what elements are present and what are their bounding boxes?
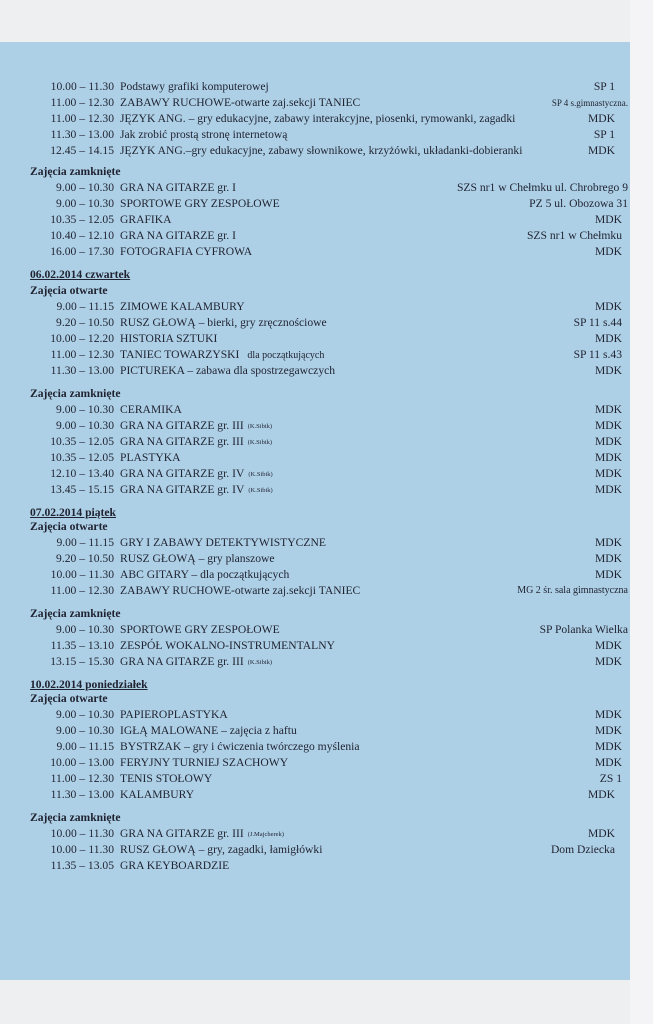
- section-heading: Zajęcia otwarte: [30, 284, 108, 297]
- row-location: MDK: [594, 213, 622, 226]
- row-time: 11.00 – 12.30: [50, 112, 114, 125]
- row-activity: [120, 434, 272, 451]
- section-heading: Zajęcia otwarte: [30, 692, 108, 705]
- row-activity: [120, 482, 273, 499]
- row-time: 9.00 – 10.30: [56, 403, 114, 416]
- schedule-row: [0, 842, 653, 858]
- row-activity: IGŁĄ MALOWANE – zajęcia z haftu: [120, 724, 297, 737]
- schedule-row: [0, 331, 653, 347]
- row-time: 10.35 – 12.05: [50, 435, 114, 448]
- row-location: MDK: [594, 403, 622, 416]
- schedule-row: [0, 143, 653, 159]
- schedule-row: [0, 707, 653, 723]
- activity-note: (K.Sibik): [247, 423, 273, 430]
- row-activity: PAPIEROPLASTYKA: [120, 708, 228, 721]
- row-activity: [120, 654, 272, 671]
- section-heading: Zajęcia zamknięte: [30, 165, 121, 178]
- row-activity: CERAMIKA: [120, 403, 182, 416]
- row-time: 11.35 – 13.05: [50, 859, 114, 872]
- activity-title: GRA NA GITARZE gr. III: [120, 655, 244, 668]
- row-time: 11.35 – 13.10: [50, 639, 114, 652]
- row-activity: [120, 418, 272, 435]
- activity-title: GRA NA GITARZE gr. III: [120, 419, 244, 432]
- schedule-row: [0, 363, 653, 379]
- row-time: 9.00 – 11.15: [56, 740, 114, 753]
- schedule-row: [0, 771, 653, 787]
- row-location: MDK: [594, 724, 622, 737]
- row-time: 9.20 – 10.50: [56, 316, 114, 329]
- row-activity: PICTUREKA – zabawa dla spostrzegawczych: [120, 364, 336, 377]
- section-heading: Zajęcia zamknięte: [30, 811, 121, 824]
- schedule-row: [0, 755, 653, 771]
- row-location: MDK: [594, 435, 622, 448]
- day-date: 06.02.2014 czwartek: [30, 268, 131, 281]
- row-location: MDK: [594, 332, 622, 345]
- schedule-row: [0, 826, 653, 842]
- row-activity: JĘZYK ANG. – gry edukacyjne, zabawy interakcyjne, piosenki, rymowanki, zagadki: [120, 112, 516, 125]
- row-location: PZ 5 ul. Obozowa 31: [529, 197, 628, 210]
- row-activity: GRA NA GITARZE gr. I: [120, 181, 236, 194]
- schedule-row: [0, 450, 653, 466]
- row-activity: GRA KEYBOARDZIE: [120, 859, 230, 872]
- schedule-row: [0, 583, 653, 599]
- schedule-row: [0, 434, 653, 450]
- row-time: 10.35 – 12.05: [50, 213, 114, 226]
- schedule-row: [0, 111, 653, 127]
- row-activity: KALAMBURY: [120, 788, 195, 801]
- row-time: 11.00 – 12.30: [50, 96, 114, 109]
- row-activity: FOTOGRAFIA CYFROWA: [120, 245, 253, 258]
- schedule-row: [0, 180, 653, 196]
- row-activity: RUSZ GŁOWĄ – gry planszowe: [120, 552, 275, 565]
- schedule-row: [0, 228, 653, 244]
- schedule-row: [0, 622, 653, 638]
- row-location: MDK: [594, 245, 622, 258]
- row-location: MDK: [594, 740, 622, 753]
- row-location: MDK: [594, 483, 622, 496]
- activity-note: dla początkujących: [247, 350, 325, 361]
- row-location: SP 1: [593, 128, 615, 141]
- row-time: 10.00 – 12.20: [50, 332, 114, 345]
- row-location: MDK: [594, 568, 622, 581]
- row-time: 11.30 – 13.00: [50, 128, 114, 141]
- row-location: MDK: [594, 756, 622, 769]
- row-activity: SPORTOWE GRY ZESPOŁOWE: [120, 623, 280, 636]
- row-time: 11.30 – 13.00: [50, 788, 114, 801]
- activity-title: GRA NA GITARZE gr. IV: [120, 483, 245, 496]
- row-activity: FERYJNY TURNIEJ SZACHOWY: [120, 756, 289, 769]
- schedule-row: [0, 347, 653, 363]
- row-time: 13.45 – 15.15: [50, 483, 114, 496]
- row-location: ZS 1: [599, 772, 622, 785]
- schedule-row: [0, 299, 653, 315]
- schedule-row: [0, 551, 653, 567]
- row-time: 10.00 – 11.30: [50, 80, 114, 93]
- schedule-row: [0, 315, 653, 331]
- row-time: 9.00 – 10.30: [56, 181, 114, 194]
- row-activity: ABC GITARY – dla początkujących: [120, 568, 290, 581]
- schedule-row: [0, 723, 653, 739]
- schedule-row: [0, 196, 653, 212]
- row-time: 10.00 – 11.30: [50, 568, 114, 581]
- row-time: 10.00 – 11.30: [50, 843, 114, 856]
- schedule-row: [0, 739, 653, 755]
- row-activity: RUSZ GŁOWĄ – gry, zagadki, łamigłówki: [120, 843, 323, 856]
- row-activity: [120, 299, 245, 315]
- row-time: 9.00 – 10.30: [56, 197, 114, 210]
- row-time: 9.00 – 10.30: [56, 724, 114, 737]
- row-location: MDK: [594, 536, 622, 549]
- row-activity: ZABAWY RUCHOWE-otwarte zaj.sekcji TANIEC: [120, 584, 361, 597]
- schedule-row: [0, 466, 653, 482]
- row-time: 9.00 – 11.15: [56, 536, 114, 549]
- row-location: SP 1: [593, 80, 615, 93]
- row-activity: BYSTRZAK – gry i ćwiczenia twórczego myślenia: [120, 740, 360, 753]
- activity-title: ZIMOWE KALAMBURY: [120, 300, 245, 313]
- row-location: MDK: [594, 364, 622, 377]
- row-activity: GRY I ZABAWY DETEKTYWISTYCZNE: [120, 536, 326, 549]
- row-activity: PLASTYKA: [120, 451, 181, 464]
- activity-note: (J.Majcherek): [247, 831, 284, 838]
- row-time: 9.00 – 10.30: [56, 708, 114, 721]
- schedule-row: [0, 482, 653, 498]
- schedule-row: [0, 638, 653, 654]
- row-activity: GRAFIKA: [120, 213, 172, 226]
- row-location: MDK: [594, 467, 622, 480]
- row-time: 16.00 – 17.30: [50, 245, 114, 258]
- row-activity: TENIS STOŁOWY: [120, 772, 213, 785]
- row-location: MDK: [594, 419, 622, 432]
- row-time: 10.35 – 12.05: [50, 451, 114, 464]
- row-location: SP 4 s.gimnastyczna.: [551, 98, 628, 108]
- schedule-row: [0, 127, 653, 143]
- row-activity: ZESPÓŁ WOKALNO-INSTRUMENTALNY: [120, 639, 335, 652]
- schedule-row: [0, 212, 653, 228]
- row-location: SZS nr1 w Chełmku: [526, 229, 622, 242]
- row-location: MDK: [594, 655, 622, 668]
- schedule-row: [0, 858, 653, 874]
- schedule-row: [0, 787, 653, 803]
- schedule-row: [0, 244, 653, 260]
- schedule-row: [0, 95, 653, 111]
- row-location: SP Polanka Wielka: [539, 623, 628, 636]
- row-activity: GRA NA GITARZE gr. I: [120, 229, 236, 242]
- schedule-row: [0, 79, 653, 95]
- row-location: MDK: [594, 708, 622, 721]
- activity-title: GRA NA GITARZE gr. III: [120, 435, 244, 448]
- row-time: 9.20 – 10.50: [56, 552, 114, 565]
- activity-title: GRA NA GITARZE gr. III: [120, 827, 244, 840]
- row-time: 11.00 – 12.30: [50, 772, 114, 785]
- row-time: 9.00 – 10.30: [56, 419, 114, 432]
- row-time: 13.15 – 15.30: [50, 655, 114, 668]
- schedule-row: [0, 567, 653, 583]
- row-location: Dom Dziecka: [550, 843, 615, 856]
- activity-title: TANIEC TOWARZYSKI: [120, 348, 240, 361]
- activity-note: (K.Sibik): [247, 659, 273, 666]
- row-activity: [120, 347, 324, 364]
- day-date: 10.02.2014 poniedziałek: [30, 678, 148, 691]
- row-location: MG 2 śr. sala gimnastyczna: [517, 585, 628, 596]
- row-time: 10.40 – 12.10: [50, 229, 114, 242]
- activity-note: (K.Sibik): [248, 471, 273, 478]
- row-activity: ZABAWY RUCHOWE-otwarte zaj.sekcji TANIEC: [120, 96, 361, 109]
- row-activity: Podstawy grafiki komputerowej: [120, 80, 269, 93]
- row-location: MDK: [594, 639, 622, 652]
- row-activity: HISTORIA SZTUKI: [120, 332, 218, 345]
- activity-note: (K.Sibik): [247, 439, 273, 446]
- section-heading: Zajęcia zamknięte: [30, 387, 121, 400]
- row-activity: SPORTOWE GRY ZESPOŁOWE: [120, 197, 280, 210]
- row-activity: JĘZYK ANG.–gry edukacyjne, zabawy słownikowe, krzyżówki, układanki-dobieranki: [120, 144, 523, 157]
- row-location: SP 11 s.43: [573, 348, 622, 361]
- row-time: 11.00 – 12.30: [50, 584, 114, 597]
- row-location: MDK: [594, 451, 622, 464]
- row-location: MDK: [587, 144, 615, 157]
- row-location: MDK: [594, 300, 622, 313]
- row-time: 11.00 – 12.30: [50, 348, 114, 361]
- row-activity: Jak zrobić prostą stronę internetową: [120, 128, 288, 141]
- section-heading: Zajęcia zamknięte: [30, 607, 121, 620]
- row-location: MDK: [587, 112, 615, 125]
- schedule-row: [0, 654, 653, 670]
- row-time: 11.30 – 13.00: [50, 364, 114, 377]
- schedule-row: [0, 402, 653, 418]
- row-time: 10.00 – 11.30: [50, 827, 114, 840]
- section-heading: Zajęcia otwarte: [30, 520, 108, 533]
- row-location: SZS nr1 w Chełmku ul. Chrobrego 9: [456, 181, 628, 194]
- activity-title: GRA NA GITARZE gr. IV: [120, 467, 245, 480]
- row-time: 10.00 – 13.00: [50, 756, 114, 769]
- row-location: MDK: [587, 788, 615, 801]
- row-time: 12.45 – 14.15: [50, 144, 114, 157]
- row-activity: [120, 826, 284, 843]
- schedule-row: [0, 535, 653, 551]
- row-location: MDK: [587, 827, 615, 840]
- row-time: 9.00 – 10.30: [56, 623, 114, 636]
- day-date: 07.02.2014 piątek: [30, 506, 116, 519]
- activity-note: (K.Sibik): [248, 487, 273, 494]
- row-time: 9.00 – 11.15: [56, 300, 114, 313]
- row-activity: RUSZ GŁOWĄ – bierki, gry zręcznościowe: [120, 316, 327, 329]
- row-location: SP 11 s.44: [573, 316, 622, 329]
- row-activity: [120, 466, 273, 483]
- schedule-row: [0, 418, 653, 434]
- row-location: MDK: [594, 552, 622, 565]
- row-time: 12.10 – 13.40: [50, 467, 114, 480]
